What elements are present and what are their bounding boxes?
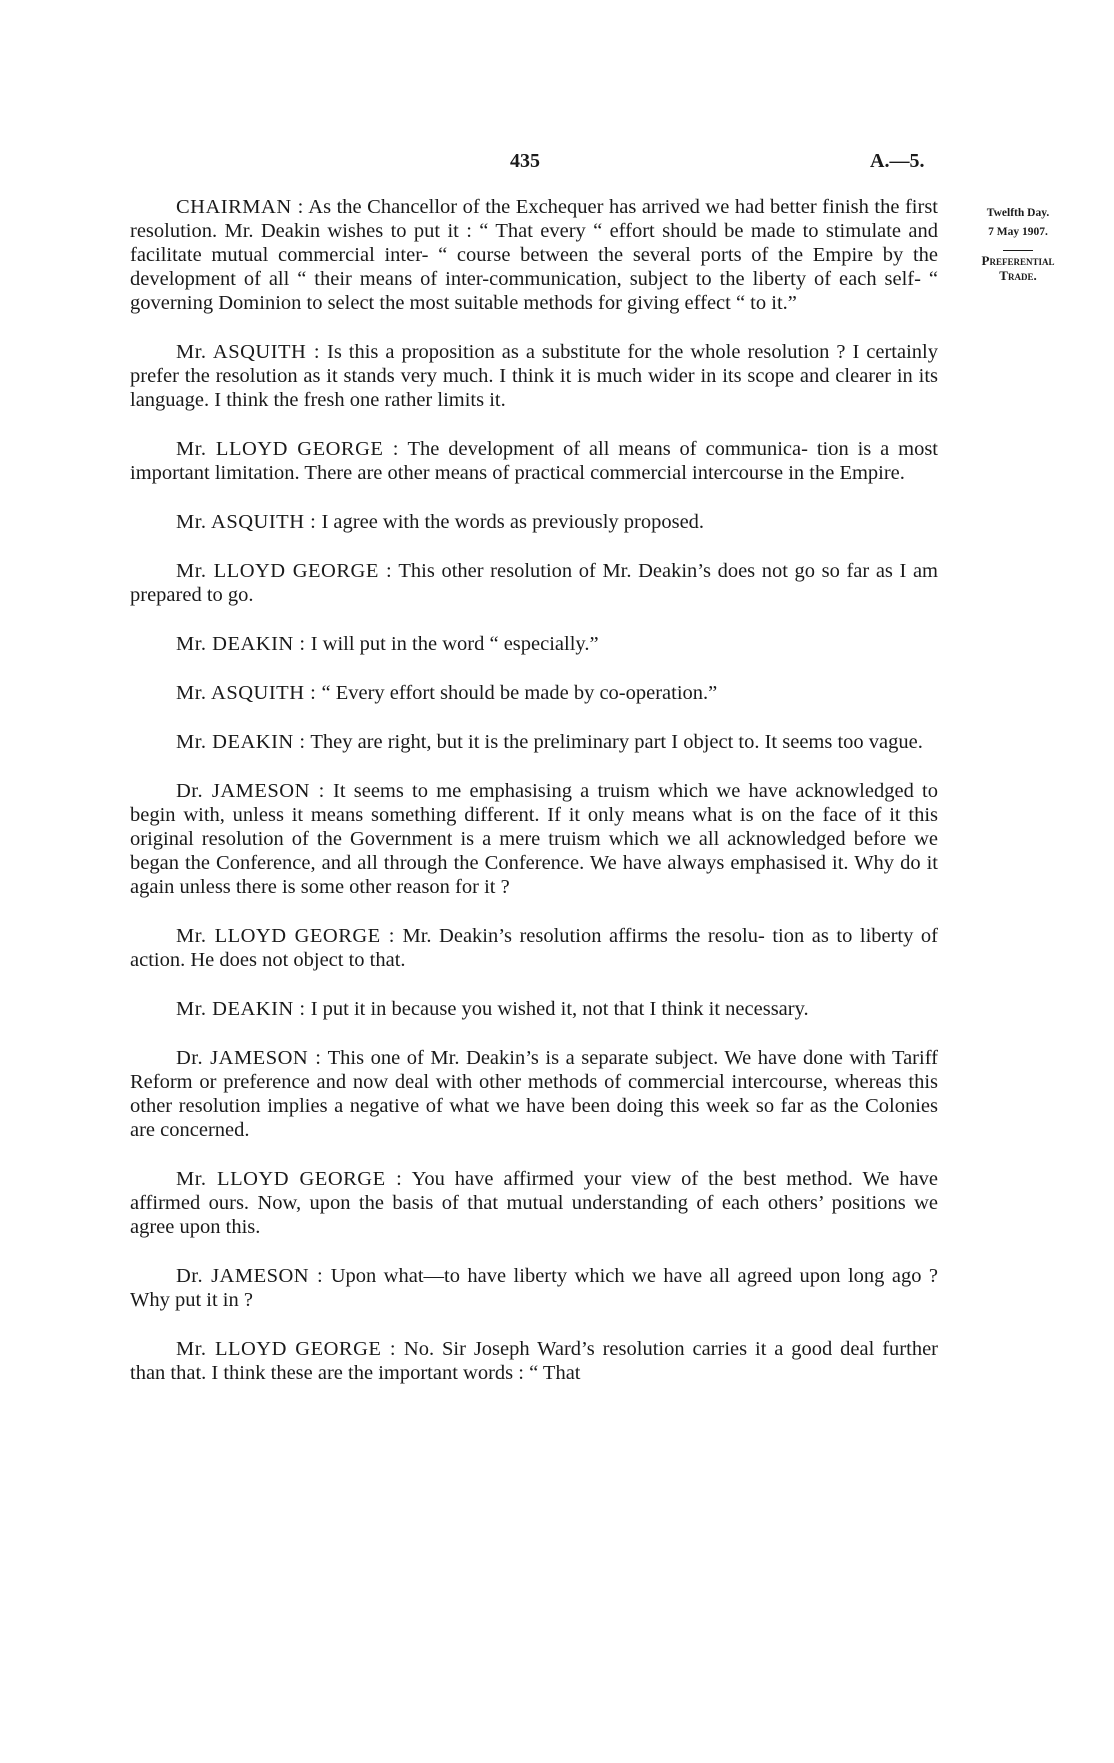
paragraph-text: I put it in because you wished it, not that I think it necessary. (305, 998, 809, 1020)
speaker-name: Mr. DEAKIN : (176, 731, 306, 753)
paragraph-text: Is this a proposition as a substitute for the whole resolution ? I certainly prefer the resolution as it stands very much. I think it is much wider in its scope and clearer in its language. I think the fresh one rather limits it. (130, 341, 938, 411)
paragraph-text: This one of Mr. Deakin’s is a separate subject. We have done with Tariff Reform or preference and now deal with other methods of commercial intercourse, whereas this other resolution implies a negative of what we have been doing this week so far as the Colonies are concerned. (130, 1047, 938, 1141)
paragraph (130, 437, 938, 485)
paragraph-text: It seems to me emphasising a truism which we have acknowledged to begin with, unless it means something different. If it only means what is on the face of it this original resolution of the Government is a mere truism which we all acknowledged before we began the Conference, and all through the Conference. We have always emphasised it. Why do it again unless there is some other reason for it ? (130, 780, 938, 898)
paragraph (130, 1264, 938, 1312)
paragraph-text: The development of all means of communica- tion is a most important limitation. There are other means of practical commercial intercourse in the Empire. (130, 438, 938, 484)
speaker-name: Mr. ASQUITH : (176, 682, 317, 704)
paragraph-text: “ Every effort should be made by co-operation.” (316, 682, 718, 704)
paragraph (130, 997, 938, 1021)
paragraph-text: Mr. Deakin’s resolution affirms the resolu- tion as to liberty of action. He does not object to that. (130, 925, 938, 971)
paragraph (130, 632, 938, 656)
paragraph (130, 195, 938, 315)
page-number: 435 (510, 150, 540, 172)
paragraph (130, 340, 938, 412)
margin-topic-line2: Trade. (999, 268, 1037, 283)
speaker-name: Mr. LLOYD GEORGE : (176, 1338, 397, 1360)
speaker-name: Mr. LLOYD GEORGE : (176, 438, 399, 460)
paragraph (130, 1337, 938, 1385)
margin-rule (1003, 250, 1033, 251)
paragraph (130, 681, 938, 705)
paragraph-text: This other resolution of Mr. Deakin’s does not go so far as I am prepared to go. (130, 560, 938, 606)
paragraph (130, 1046, 938, 1142)
speaker-name: Mr. ASQUITH : (176, 511, 317, 533)
document-reference: A.—5. (870, 150, 925, 172)
speaker-name: Mr. ASQUITH : (176, 341, 321, 363)
body-text (130, 195, 938, 1410)
margin-date: 7 May 1907. (988, 226, 1048, 238)
paragraph (130, 510, 938, 534)
paragraph (130, 1167, 938, 1239)
speaker-name: Dr. JAMESON : (176, 1265, 324, 1287)
paragraph (130, 924, 938, 972)
paragraph-text: No. Sir Joseph Ward’s resolution carries it a good deal further than that. I think these are the important words : “ That (130, 1338, 938, 1384)
speaker-name: Mr. DEAKIN : (176, 998, 306, 1020)
margin-day: Twelfth Day. (986, 207, 1050, 219)
paragraph-text: You have affirmed your view of the best method. We have affirmed ours. Now, upon the basis of that mutual understanding of each others’ positions we agree upon this. (130, 1168, 938, 1238)
margin-note (962, 204, 1074, 283)
paragraph-text: I will put in the word “ especially.” (305, 633, 599, 655)
paragraph (130, 559, 938, 607)
speaker-name: CHAIRMAN : (176, 196, 304, 218)
paragraph-text: Upon what—to have liberty which we have all agreed upon long ago ? Why put it in ? (130, 1265, 938, 1311)
speaker-name: Mr. DEAKIN : (176, 633, 306, 655)
speaker-name: Mr. LLOYD GEORGE : (176, 1168, 403, 1190)
paragraph-text: I agree with the words as previously proposed. (316, 511, 705, 533)
margin-topic-line1: Preferential (981, 253, 1055, 268)
paragraph (130, 779, 938, 899)
speaker-name: Mr. LLOYD GEORGE : (176, 560, 393, 582)
speaker-name: Mr. LLOYD GEORGE : (176, 925, 395, 947)
paragraph (130, 730, 938, 754)
paragraph-text: They are right, but it is the preliminary part I object to. It seems too vague. (305, 731, 923, 753)
paragraph-text: As the Chancellor of the Exchequer has arrived we had better finish the first resolution. Mr. Deakin wishes to put it : “ That every “ effort should be made to stimulate and facilitate mutual commercial inter- “ course between the several ports of the Empire by the development of all “ their means of inter-communication, subject to the liberty of each self- “ governing Dominion to select the most suitable methods for giving effect “ to it.” (130, 196, 938, 314)
speaker-name: Dr. JAMESON : (176, 1047, 322, 1069)
speaker-name: Dr. JAMESON : (176, 780, 325, 802)
